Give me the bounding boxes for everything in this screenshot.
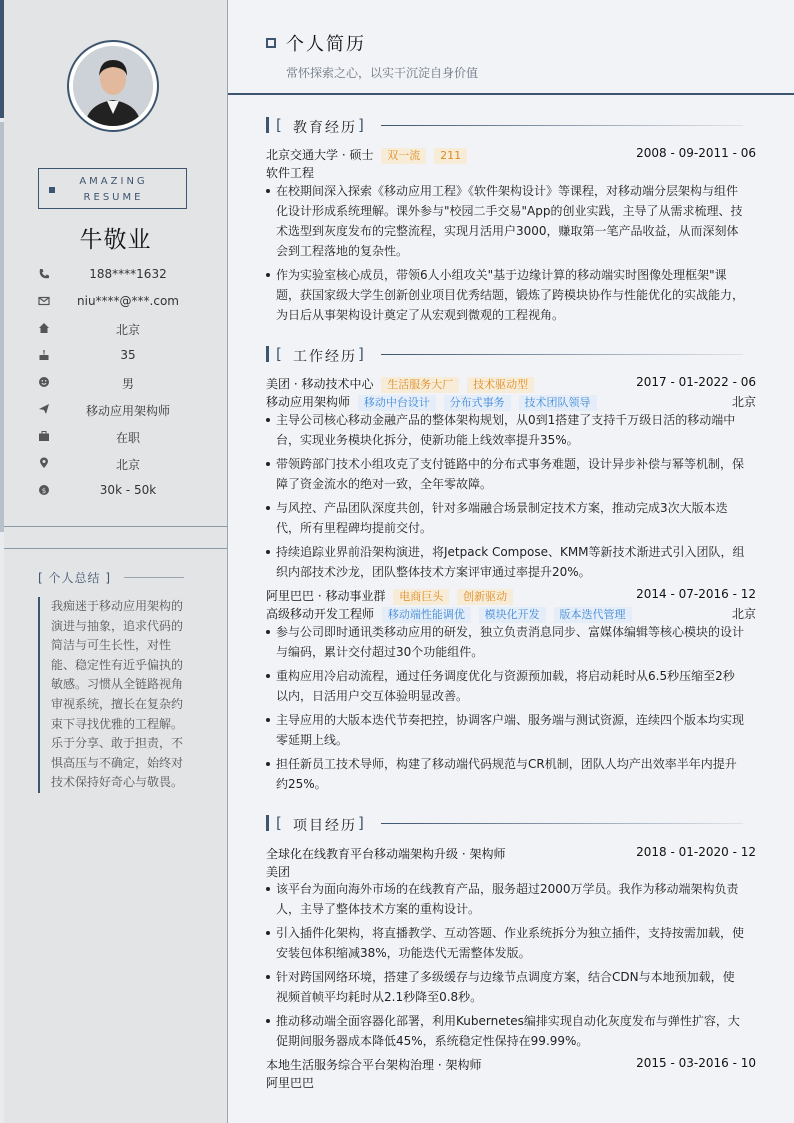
info-email — [4, 292, 227, 312]
age-value: 35 — [120, 348, 136, 362]
bracket-open: [ — [276, 345, 282, 363]
person-name: 牛敬业 — [79, 227, 152, 253]
section-title: 教育经历 — [293, 120, 357, 136]
badge-line-1: AMAZING — [79, 176, 148, 187]
info-phone — [4, 265, 227, 285]
role-tag: 版本迭代管理 — [554, 607, 632, 623]
job-bullets — [266, 410, 746, 586]
company-name: 阿里巴巴 · 移动事业群 — [266, 589, 386, 603]
education-major-row — [266, 164, 756, 182]
summary-heading-line — [124, 577, 184, 578]
section-bar — [266, 815, 269, 831]
education-school-row — [266, 146, 756, 164]
job-city: 北京 — [731, 395, 756, 409]
home-value: 北京 — [115, 323, 140, 337]
summary-heading: [ 个人总结 ] — [38, 571, 112, 585]
summary-line: 乐于分享、敢于担责，不 — [51, 736, 184, 751]
bracket-open: [ — [276, 116, 282, 134]
job-date: 2017 - 01-2022 - 06 — [636, 375, 756, 389]
project-title-row — [266, 1056, 756, 1074]
summary-title: 个人总结 — [48, 571, 101, 585]
job-company-row — [266, 587, 756, 605]
svg-text:$: $ — [41, 486, 47, 495]
bullet-item: 主导公司核心移动金融产品的整体架构规划，从0到1搭建了支持千万级日活的移动端中台，实现业务模块化拆分，使新功能上线效率提升35%。 — [266, 410, 746, 450]
summary-line: 演进与抽象，追求代码的 — [51, 618, 184, 633]
bullet-item: 在校期间深入探索《移动应用工程》《软件架构设计》等课程，对移动端分层架构与组件化设计形成系统理解。课外参与"校园二手交易"App的创业实践，主导了从需求梳理、技术选型到灰度发布的完整流程，实现月活用户3000，赚取第一笔产品收益，从而深刻体会到工程落地的复杂性。 — [266, 181, 746, 261]
section-bar — [266, 346, 269, 362]
summary-line: 我痴迷于移动应用架构的 — [51, 599, 184, 613]
info-home — [4, 319, 227, 339]
section-line — [381, 354, 743, 355]
education-bullets — [266, 181, 746, 329]
bullet-item: 推动移动端全面容器化部署，利用Kubernetes编排实现自动化灰度发布与弹性扩容，大促期间服务器成本降低45%，系统稳定性保持在99.99%。 — [266, 1011, 746, 1051]
bullet-item: 作为实验室核心成员，带领6人小组攻关"基于边缘计算的移动端实时图像处理框架"课题，获国家级大学生创新创业项目优秀结题，锻炼了跨模块协作与性能优化的实战能力，为日后从事架构设计奠定了从宏观到微观的工程视角。 — [266, 265, 746, 325]
bullet-item: 主导应用的大版本迭代节奏把控，协调客户端、服务端与测试资源，连续四个版本均实现零延期上线。 — [266, 710, 746, 750]
email-value: niu****@***.com — [77, 294, 179, 308]
project-bullets — [266, 879, 746, 1055]
phone-value: 188****1632 — [89, 267, 167, 281]
role-tag: 技术团队领导 — [519, 395, 597, 411]
info-gender — [4, 373, 227, 393]
project-org: 阿里巴巴 — [266, 1076, 315, 1090]
main-content — [228, 0, 794, 1123]
company-tag: 电商巨头 — [393, 589, 449, 605]
bracket-close: ] — [358, 345, 364, 363]
header-square-icon — [266, 38, 276, 48]
company-tag: 创新驱动 — [457, 589, 513, 605]
section-projects-heading — [266, 814, 746, 832]
bracket-close: ] — [358, 814, 364, 832]
avatar-photo — [73, 46, 153, 126]
project-name: 全球化在线教育平台移动端架构升级 · 架构师 — [266, 847, 506, 861]
role-tag: 移动端性能调优 — [382, 607, 471, 623]
school-name: 北京交通大学 · 硕士 — [266, 148, 374, 162]
avatar — [67, 40, 159, 132]
location-value: 北京 — [115, 458, 140, 472]
summary-text — [38, 597, 201, 793]
job-bullets — [266, 622, 746, 798]
section-education-heading — [266, 116, 746, 134]
amazing-resume-badge — [38, 168, 187, 209]
section-line — [381, 125, 743, 126]
project-name: 本地生活服务综合平台架构治理 · 架构师 — [266, 1058, 482, 1072]
section-title: 工作经历 — [293, 349, 357, 365]
section-work-heading — [266, 345, 746, 363]
resume-header — [228, 0, 794, 95]
company-tag: 生活服务大厂 — [381, 377, 459, 393]
sidebar-divider — [4, 548, 227, 549]
role-tag: 模块化开发 — [479, 607, 546, 623]
bracket-close: ] — [358, 116, 364, 134]
role-tag: 分布式事务 — [444, 395, 511, 411]
project-date: 2015 - 03-2016 - 10 — [636, 1056, 756, 1070]
info-location — [4, 454, 227, 474]
education-date: 2008 - 09-2011 - 06 — [636, 146, 756, 160]
section-line — [381, 823, 743, 824]
project-org-row — [266, 1074, 756, 1092]
bullet-item: 带领跨部门技术小组攻克了支付链路中的分布式事务难题，设计异步补偿与幂等机制，保障了资金流水的绝对一致，全年零故障。 — [266, 454, 746, 494]
project-org: 美团 — [266, 865, 291, 879]
summary-line: 惧高压与不确定，始终对 — [51, 755, 184, 770]
salary-value: 30k - 50k — [99, 483, 157, 497]
job-role-row — [266, 605, 756, 623]
bullet-item: 该平台为面向海外市场的在线教育产品，服务超过2000万学员。我作为移动端架构负责人，主导了整体技术方案的重构设计。 — [266, 879, 746, 919]
sidebar — [4, 0, 228, 1123]
job-company-row — [266, 375, 756, 393]
school-tag: 211 — [434, 148, 467, 164]
job-city: 北京 — [731, 607, 756, 621]
gender-value: 男 — [121, 377, 134, 391]
bullet-item: 与风控、产品团队深度共创，针对多端融合场景制定技术方案，推动完成3次大版本迭代，所有里程碑均提前交付。 — [266, 498, 746, 538]
bullet-item: 持续追踪业界前沿架构演进，将Jetpack Compose、KMM等新技术渐进式引入团队，组织内部技术沙龙，团队整体技术方案评审通过率提升20%。 — [266, 542, 746, 582]
position-value: 移动应用架构师 — [85, 404, 170, 418]
summary-line: 敏感。习惯从全链路视角 — [51, 677, 184, 692]
summary-line: 束下寻找优雅的工程解。 — [51, 716, 184, 731]
info-status — [4, 427, 227, 447]
badge-line-2: RESUME — [83, 192, 144, 203]
job-role: 高级移动开发工程师 — [266, 607, 375, 621]
job-date: 2014 - 07-2016 - 12 — [636, 587, 756, 601]
company-tag: 技术驱动型 — [467, 377, 534, 393]
job-role-row — [266, 393, 756, 411]
job-role: 移动应用架构师 — [266, 395, 351, 409]
summary-line: 审视系统，擅长在复杂约 — [51, 696, 184, 711]
page-title: 个人简历 — [286, 34, 366, 55]
major: 软件工程 — [266, 166, 315, 180]
bullet-item: 担任新员工技术导师，构建了移动端代码规范与CR机制，团队人均产出效率半年内提升约25%。 — [266, 754, 746, 794]
section-bar — [266, 117, 269, 133]
project-date: 2018 - 01-2020 - 12 — [636, 845, 756, 859]
bullet-item: 重构应用冷启动流程，通过任务调度优化与资源预加载，将启动耗时从6.5秒压缩至2秒以内，日活用户交互体验明显改善。 — [266, 666, 746, 706]
bullet-item: 针对跨国网络环境，搭建了多级缓存与边缘节点调度方案，结合CDN与本地预加载，使视频首帧平均耗时从2.1秒降至0.8秒。 — [266, 967, 746, 1007]
info-age — [4, 346, 227, 366]
summary-line: 能、稳定性有近乎偏执的 — [51, 657, 184, 672]
summary-line: 技术保持好奇心与敬畏。 — [51, 775, 184, 790]
school-tag: 双一流 — [381, 148, 426, 164]
page-subtitle: 常怀探索之心，以实干沉淀自身价值 — [286, 66, 479, 80]
info-position — [4, 400, 227, 420]
role-tag: 移动中台设计 — [358, 395, 436, 411]
company-name: 美团 · 移动技术中心 — [266, 377, 374, 391]
bullet-item: 引入插件化架构，将直播教学、互动答题、作业系统拆分为独立插件，支持按需加载，使安装包体积缩减38%，功能迭代无需整体发版。 — [266, 923, 746, 963]
info-salary — [4, 481, 227, 501]
project-title-row — [266, 845, 756, 863]
section-title: 项目经历 — [293, 818, 357, 834]
sidebar-divider — [4, 526, 227, 527]
bracket-open: [ — [276, 814, 282, 832]
bullet-item: 参与公司即时通讯类移动应用的研发，独立负责消息同步、富媒体编辑等核心模块的设计与编码，累计交付超过30个功能组件。 — [266, 622, 746, 662]
summary-line: 简洁与可生长性，对性 — [51, 638, 172, 653]
status-value: 在职 — [115, 431, 140, 445]
